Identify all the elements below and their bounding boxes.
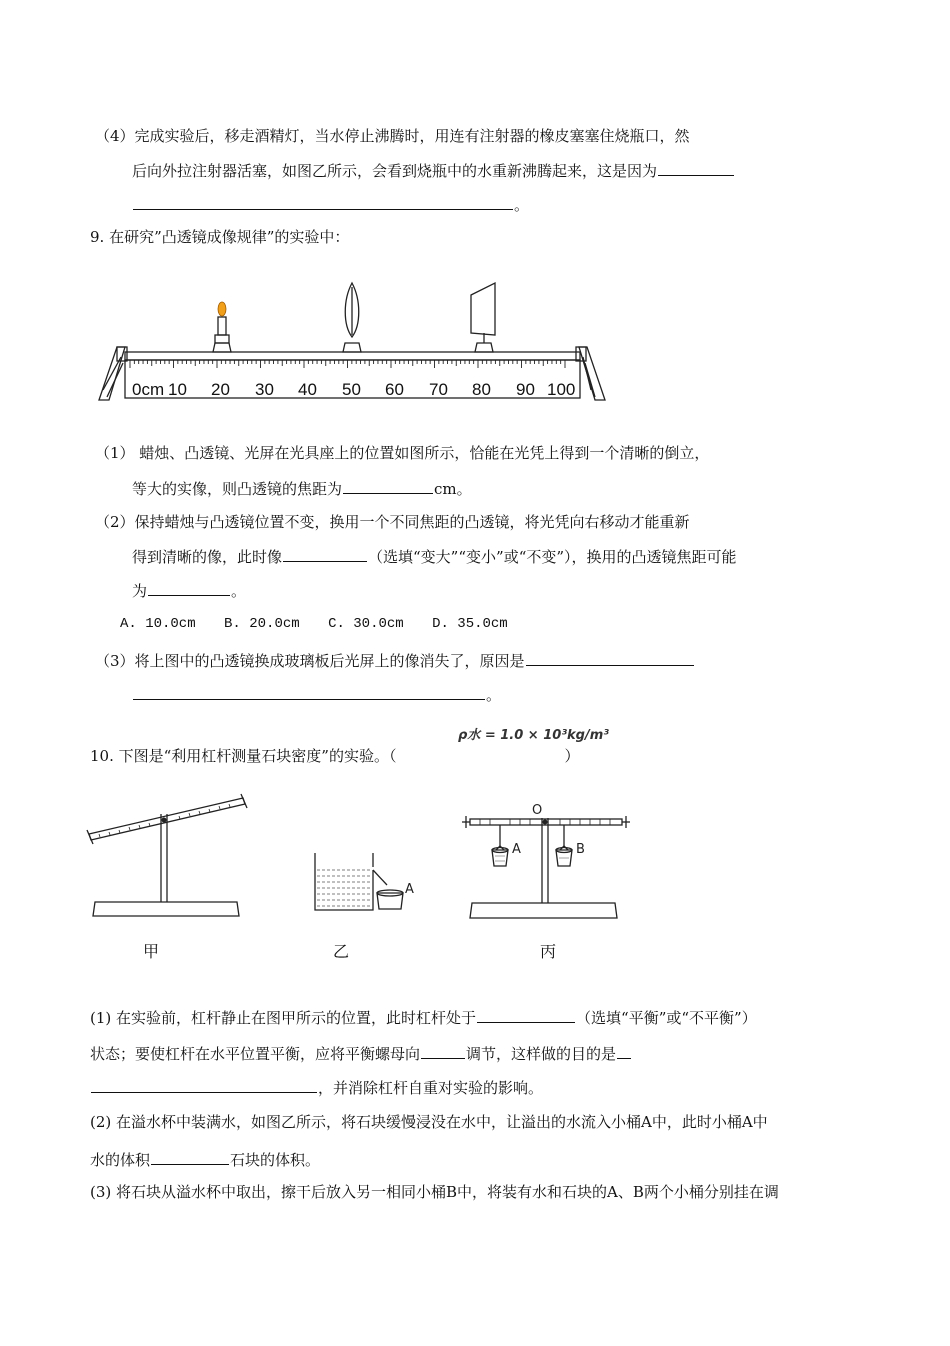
option-c[interactable]: C. 30.0cm xyxy=(328,616,404,632)
ruler-label-0cm: 0cm xyxy=(132,380,165,399)
caption-bing: 丙 xyxy=(540,942,557,961)
q10-p1-line3 xyxy=(90,1077,543,1098)
q10-p1-line2-text-a: 状态；要使杠杆在水平位置平衡，应将平衡螺母向 xyxy=(90,1045,421,1063)
q8-4-line2-text: 后向外拉注射器活塞，如图乙所示，会看到烧瓶中的水重新沸腾起来，这是因为 xyxy=(132,162,658,180)
ruler-label-100: 100 xyxy=(547,380,576,399)
label-a-bing: A xyxy=(512,842,521,857)
lever-figure-jia xyxy=(85,790,250,920)
answer-blank[interactable] xyxy=(526,650,694,666)
q10-p1-line2-text-b: 调节，这样做的目的是 xyxy=(466,1045,617,1063)
caption-jia: 甲 xyxy=(143,942,160,961)
optical-bench-figure xyxy=(95,275,620,405)
ruler-label-70: 70 xyxy=(429,380,448,399)
q9-p1-line2-text: 等大的实像，则凸透镜的焦距为 xyxy=(132,480,343,498)
q9-p3-line1-text: （3）将上图中的凸透镜换成玻璃板后光屏上的像消失了，原因是 xyxy=(95,652,525,670)
answer-blank[interactable] xyxy=(477,1007,575,1023)
label-o: O xyxy=(532,803,543,818)
q9-p3-line1 xyxy=(95,650,695,671)
answer-blank[interactable] xyxy=(151,1149,229,1165)
q9-p2-line2-text-b: （选填“变大”“变小”或“不变”），换用的凸透镜焦距可能 xyxy=(368,548,737,566)
q10-p2-line2-text-a: 水的体积 xyxy=(90,1151,151,1169)
ruler-label-40: 40 xyxy=(298,380,317,399)
lever-figure-bing xyxy=(460,798,635,923)
ruler-label-30: 30 xyxy=(255,380,274,399)
q9-p1-line2-unit: cm。 xyxy=(434,480,472,498)
answer-blank[interactable] xyxy=(658,160,734,176)
ruler-label-90: 90 xyxy=(516,380,535,399)
answer-blank[interactable] xyxy=(133,684,485,700)
q8-4-line1: （4）完成实验后，移走酒精灯，当水停止沸腾时，用连有注射器的橡皮塞塞住烧瓶口，然 xyxy=(95,127,690,145)
q10-title xyxy=(90,746,579,766)
q9-p2-line3-text-b: 。 xyxy=(231,582,247,600)
q8-4-line3 xyxy=(132,194,529,215)
ruler-label-20: 20 xyxy=(211,380,230,399)
q10-title-text: 10. 下图是“利用杠杆测量石块密度”的实验。（ xyxy=(90,747,397,765)
q10-title-end: ） xyxy=(564,747,580,765)
option-d[interactable]: D. 35.0cm xyxy=(432,616,508,632)
label-b-bing: B xyxy=(576,842,585,857)
option-b[interactable]: B. 20.0cm xyxy=(224,616,300,632)
q9-p1-line1: （1） 蜡烛、凸透镜、光屏在光具座上的位置如图所示，恰能在光凭上得到一个清晰的倒立， xyxy=(95,444,710,462)
q9-p3-line2 xyxy=(132,684,501,705)
answer-blank[interactable] xyxy=(283,546,367,562)
answer-blank[interactable] xyxy=(343,478,433,494)
ruler-label-60: 60 xyxy=(385,380,404,399)
q10-p2-line2 xyxy=(90,1149,320,1170)
q10-p1-line1 xyxy=(90,1007,757,1028)
answer-blank[interactable] xyxy=(421,1043,465,1059)
q9-p2-line1: （2）保持蜡烛与凸透镜位置不变，换用一个不同焦距的凸透镜，将光凭向右移动才能重新 xyxy=(95,513,690,531)
q8-4-line3-end: 。 xyxy=(514,196,530,214)
answer-blank[interactable] xyxy=(148,580,230,596)
overflow-cup-figure-yi xyxy=(305,845,420,915)
q9-p2-line2-text-a: 得到清晰的像，此时像 xyxy=(132,548,283,566)
answer-blank[interactable] xyxy=(91,1077,317,1093)
q9-options xyxy=(120,614,508,634)
q9-p3-line2-end: 。 xyxy=(486,686,502,704)
option-a[interactable]: A. 10.0cm xyxy=(120,616,196,632)
q9-p2-line2 xyxy=(132,546,737,567)
ruler-label-80: 80 xyxy=(472,380,491,399)
q9-title: 9. 在研究”凸透镜成像规律”的实验中： xyxy=(90,228,350,246)
q10-p2-line1: (2) 在溢水杯中装满水，如图乙所示，将石块缓慢浸没在水中，让溢出的水流入小桶A中，此时小桶A中 xyxy=(90,1113,768,1131)
answer-blank[interactable] xyxy=(133,194,513,210)
q8-4-line2 xyxy=(132,160,735,181)
ruler-label-50: 50 xyxy=(342,380,361,399)
caption-yi: 乙 xyxy=(333,942,350,961)
q9-p2-line3 xyxy=(132,580,246,601)
q10-p1-line2 xyxy=(90,1043,632,1064)
water-density-formula: ρ水 = 1.0 × 10³kg/m³ xyxy=(458,728,609,743)
q10-p3-line1: (3) 将石块从溢水杯中取出，擦干后放入另一相同小桶B中，将装有水和石块的A、B两个小桶分别挂在调 xyxy=(90,1183,779,1201)
q9-p1-line2 xyxy=(132,478,472,499)
q9-p2-line3-text-a: 为 xyxy=(132,582,148,600)
ruler-label-10: 10 xyxy=(168,380,187,399)
q10-p1-line3-text: ，并消除杠杆自重对实验的影响。 xyxy=(318,1079,544,1097)
q10-p2-line2-text-b: 石块的体积。 xyxy=(230,1151,321,1169)
label-a-yi: A xyxy=(405,882,414,897)
q10-p1-line1-text-a: (1) 在实验前，杠杆静止在图甲所示的位置，此时杠杆处于 xyxy=(90,1009,477,1027)
answer-blank[interactable] xyxy=(617,1043,631,1059)
q10-p1-line1-text-b: （选填“平衡”或“不平衡”） xyxy=(576,1009,757,1027)
